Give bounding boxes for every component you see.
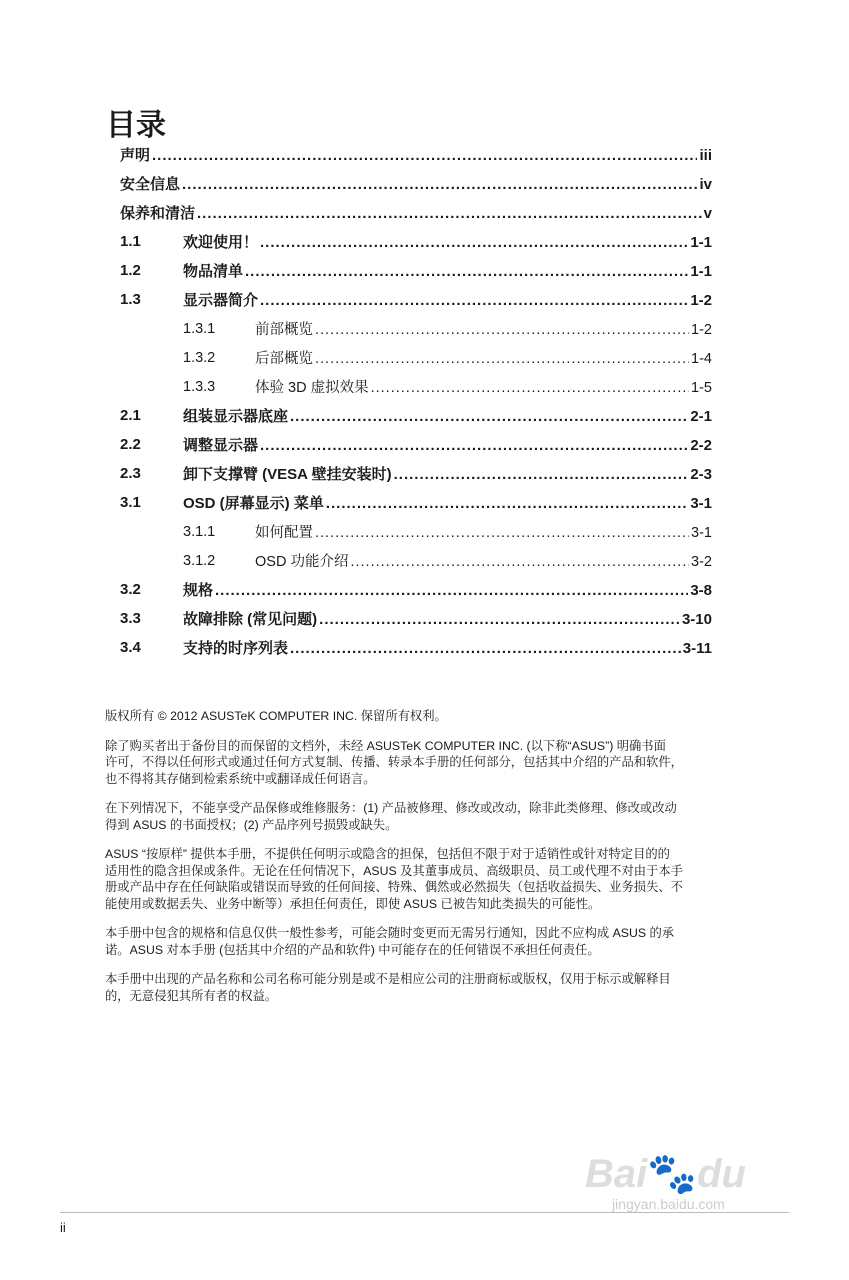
legal-paragraph xyxy=(105,708,755,725)
page-title: 目录 xyxy=(106,109,166,142)
toc-number: 2.2 xyxy=(120,436,141,453)
toc-page: 3-11 xyxy=(682,640,712,657)
legal-line: 许可，不得以任何形式或通过任何方式复制、传播、转录本手册的任何部分，包括其中介绍的产品和软件， xyxy=(105,755,683,769)
toc-page: 1-5 xyxy=(691,380,712,396)
toc-entry[interactable] xyxy=(120,430,712,459)
toc-leader-dots xyxy=(260,292,688,309)
toc-leader-dots xyxy=(371,380,689,396)
toc-title: 调整显示器 xyxy=(183,437,259,454)
toc-leader-dots xyxy=(315,525,689,541)
toc-title: 如何配置 xyxy=(255,525,313,541)
toc-leader-dots xyxy=(315,322,689,338)
baidu-watermark-logo: Bai🐾du xyxy=(585,1152,746,1196)
toc-title: 保养和清洁 xyxy=(120,205,196,222)
toc-number: 3.1.2 xyxy=(183,552,216,569)
toc-page: iv xyxy=(699,176,712,193)
toc-leader-dots xyxy=(260,437,688,454)
toc-number: 1.3 xyxy=(120,291,141,308)
toc-title: 组装显示器底座 xyxy=(183,408,289,425)
toc-title: 前部概览 xyxy=(255,322,313,338)
toc-title: 卸下支撑臂 (VESA 壁挂安装时) xyxy=(183,466,392,483)
toc-leader-dots xyxy=(290,408,688,425)
toc-number: 3.4 xyxy=(120,639,141,656)
toc-entry[interactable] xyxy=(120,575,712,604)
legal-line: 适用性的隐含担保或条件。无论在任何情况下，ASUS 及其董事成员、高级职员、员工或代理不对由于本手 xyxy=(105,863,683,878)
toc-leader-dots xyxy=(315,351,689,367)
toc-leader-dots xyxy=(215,582,688,599)
toc-page: 2-2 xyxy=(690,437,712,454)
legal-line: 本手册中出现的产品名称和公司名称可能分别是或不是相应公司的注册商标或版权，仅用于标示或解释目 xyxy=(105,972,671,986)
toc-leader-dots xyxy=(350,554,689,570)
toc-number: 3.1.1 xyxy=(183,523,216,540)
legal-line: ASUS “按原样” 提供本手册，不提供任何明示或隐含的担保，包括但不限于对于适销性或针对特定目的的 xyxy=(105,847,670,861)
toc-page: 1-2 xyxy=(690,292,712,309)
toc-entry[interactable] xyxy=(120,140,712,169)
toc-page: 2-3 xyxy=(690,466,712,483)
legal-line: 除了购买者出于备份目的而保留的文档外，未经 ASUSTeK COMPUTER INC. (以下称“ASUS”) 明确书面 xyxy=(105,738,666,753)
toc-entry[interactable] xyxy=(120,343,712,372)
toc-entry[interactable] xyxy=(120,198,712,227)
toc-leader-dots xyxy=(260,234,688,251)
toc-leader-dots xyxy=(394,466,689,483)
toc-entry[interactable] xyxy=(120,285,712,314)
toc-title: 规格 xyxy=(183,582,214,599)
toc-number: 1.1 xyxy=(120,233,141,250)
footer-divider xyxy=(60,1212,789,1213)
toc-entry[interactable] xyxy=(120,227,712,256)
legal-line: 得到 ASUS 的书面授权；(2) 产品序列号损毁或缺失。 xyxy=(105,817,398,832)
toc-page: 1-4 xyxy=(691,351,712,367)
toc-number: 3.1 xyxy=(120,494,141,511)
toc-title: 声明 xyxy=(120,147,151,164)
toc-page: iii xyxy=(699,147,712,164)
toc-number: 1.3.2 xyxy=(183,349,216,366)
toc-page: 3-1 xyxy=(691,525,712,541)
toc-entry[interactable] xyxy=(120,372,712,401)
toc-entry[interactable] xyxy=(120,546,712,575)
toc-title: OSD (屏幕显示) 菜单 xyxy=(183,495,324,512)
watermark-url: jingyan.baidu.com xyxy=(612,1196,725,1212)
toc-title: 欢迎使用！ xyxy=(183,234,259,251)
toc-title: OSD 功能介绍 xyxy=(255,554,349,570)
toc-leader-dots xyxy=(326,495,688,512)
toc-number: 2.3 xyxy=(120,465,141,482)
toc-entry[interactable] xyxy=(120,256,712,285)
page-number: ii xyxy=(60,1220,66,1235)
toc-number: 1.3.1 xyxy=(183,320,216,337)
toc-title: 体验 3D 虚拟效果 xyxy=(255,380,369,396)
toc-entry[interactable] xyxy=(120,314,712,343)
legal-paragraph xyxy=(105,846,755,912)
toc-title: 后部概览 xyxy=(255,351,313,367)
toc-page: 3-1 xyxy=(690,495,712,512)
toc-number: 3.2 xyxy=(120,581,141,598)
toc-leader-dots xyxy=(319,611,680,628)
toc-entry[interactable] xyxy=(120,169,712,198)
toc-page: 1-1 xyxy=(690,234,712,251)
legal-paragraph xyxy=(105,800,755,833)
legal-line: 能使用或数据丢失、业务中断等）承担任何责任，即使 ASUS 已被告知此类损失的可能性。 xyxy=(105,896,601,911)
legal-paragraph xyxy=(105,738,755,788)
toc-entry[interactable] xyxy=(120,459,712,488)
toc-page: 3-2 xyxy=(691,554,712,570)
legal-line: 在下列情况下，不能享受产品保修或维修服务：(1) 产品被修理、修改或改动，除非此类修理、修改或改动 xyxy=(105,801,677,815)
toc-page: 1-1 xyxy=(690,263,712,280)
legal-line: 诺。ASUS 对本手册 (包括其中介绍的产品和软件) 中可能存在的任何错误不承担任何责任。 xyxy=(105,942,600,957)
toc-entry[interactable] xyxy=(120,488,712,517)
toc-leader-dots xyxy=(290,640,681,657)
legal-paragraph xyxy=(105,971,755,1004)
toc-number: 1.3.3 xyxy=(183,378,216,395)
toc-title: 安全信息 xyxy=(120,176,181,193)
toc-entry[interactable] xyxy=(120,604,712,633)
toc-page: 3-10 xyxy=(681,611,712,628)
copyright-notice xyxy=(105,708,755,1017)
toc-leader-dots xyxy=(152,147,697,164)
legal-line: 本手册中包含的规格和信息仅供一般性参考，可能会随时变更而无需另行通知，因此不应构成 ASUS 的承 xyxy=(105,926,675,940)
toc-title: 物品清单 xyxy=(183,263,244,280)
toc-leader-dots xyxy=(182,176,697,193)
toc-entry[interactable] xyxy=(120,517,712,546)
toc-title: 支持的时序列表 xyxy=(183,640,289,657)
legal-paragraph xyxy=(105,925,755,958)
toc-entry[interactable] xyxy=(120,401,712,430)
toc-leader-dots xyxy=(197,205,702,222)
legal-line: 册或产品中存在任何缺陷或错误而导致的任何间接、特殊、偶然或必然损失（包括收益损失、业务损失、不 xyxy=(105,880,683,894)
toc-entry[interactable] xyxy=(120,633,712,662)
legal-line: 也不得将其存储到检索系统中或翻译成任何语言。 xyxy=(105,771,376,786)
table-of-contents xyxy=(120,140,712,662)
toc-title: 显示器简介 xyxy=(183,292,259,309)
toc-number: 3.3 xyxy=(120,610,141,627)
toc-number: 2.1 xyxy=(120,407,141,424)
toc-page: 2-1 xyxy=(690,408,712,425)
toc-page: v xyxy=(703,205,712,222)
toc-leader-dots xyxy=(245,263,688,280)
toc-page: 3-8 xyxy=(690,582,712,599)
toc-number: 1.2 xyxy=(120,262,141,279)
toc-title: 故障排除 (常见问题) xyxy=(183,611,318,628)
toc-page: 1-2 xyxy=(691,322,712,338)
legal-line: 的，无意侵犯其所有者的权益。 xyxy=(105,988,278,1003)
legal-line: 版权所有 © 2012 ASUSTeK COMPUTER INC. 保留所有权利。 xyxy=(105,709,447,723)
